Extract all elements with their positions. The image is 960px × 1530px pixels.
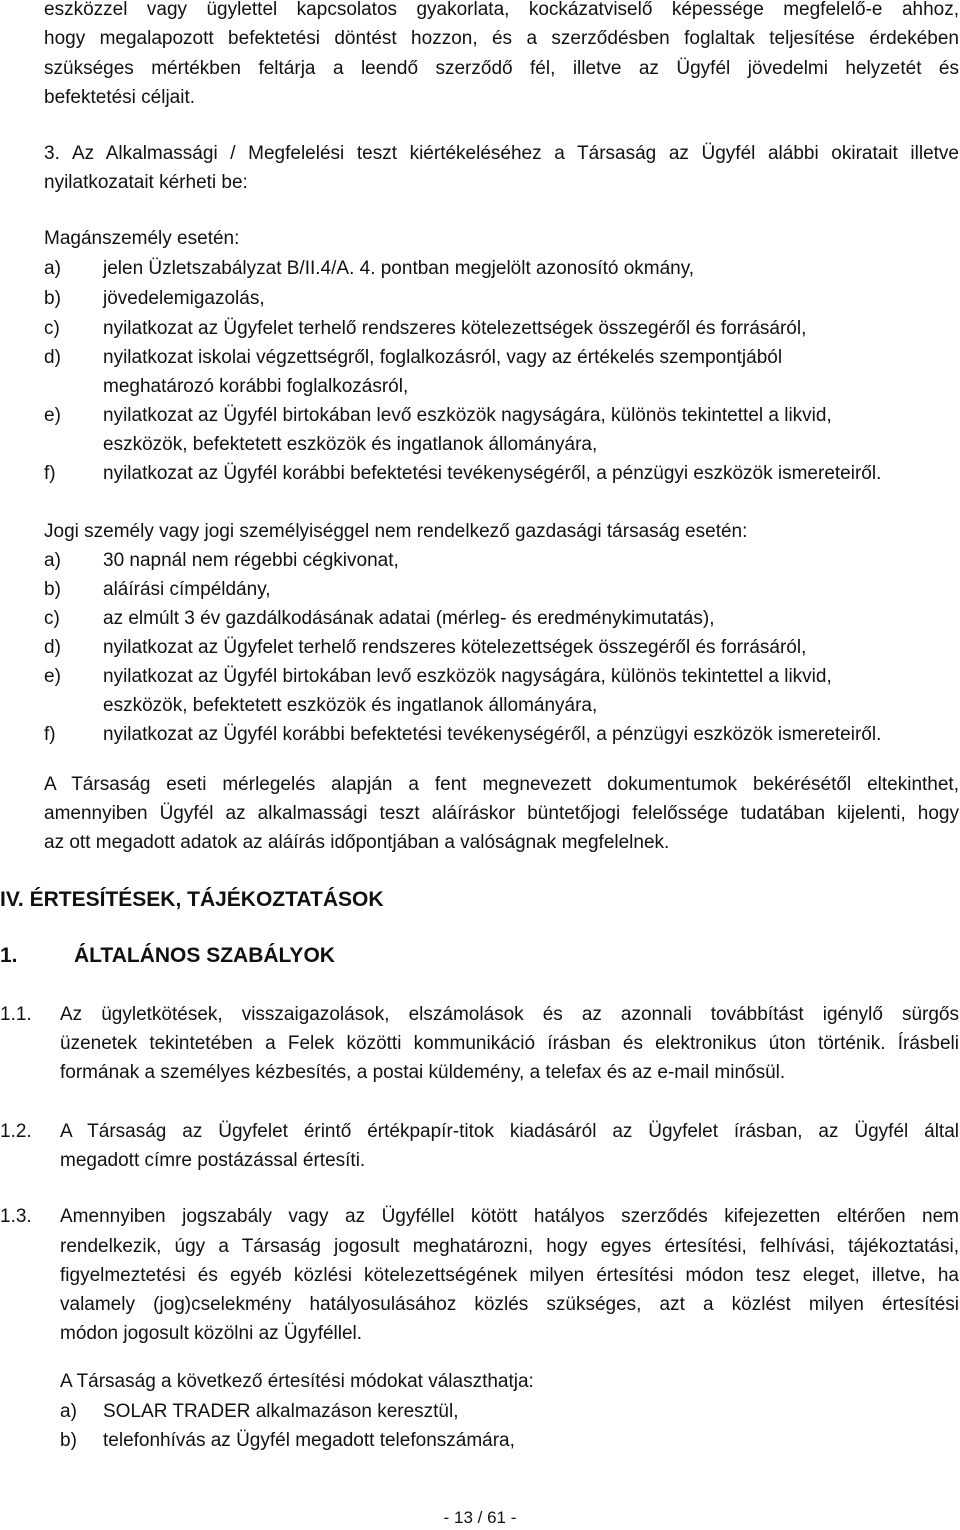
private-item-d-text-1: nyilatkozat iskolai végzettségről, foglalkozásról, vagy az értékelés szempontjából — [103, 347, 783, 368]
section-iv-heading: IV. ÉRTESÍTÉSEK, TÁJÉKOZTATÁSOK — [0, 888, 384, 911]
para-1-3-number: 1.3. — [0, 1206, 32, 1227]
private-item-b-text: jövedelemigazolás, — [103, 288, 265, 309]
private-item-e-label: e) — [44, 405, 61, 426]
private-item-f-text: nyilatkozat az Ügyfél korábbi befektetési tevékenységéről, a pénzügyi eszközök ismereteiről. — [103, 463, 882, 484]
private-item-c-text: nyilatkozat az Ügyfelet terhelő rendszeres kötelezettségek összegéről és forrásáról, — [103, 318, 807, 339]
legal-item-d-label: d) — [44, 637, 61, 658]
private-item-d-text-2: meghatározó korábbi foglalkozásról, — [103, 376, 409, 397]
legal-item-c-label: c) — [44, 608, 60, 629]
legal-item-b-text: aláírási címpéldány, — [103, 579, 271, 600]
para-1-1-line-2: üzenetek tekintetében a Felek közötti kommunikáció írásban és elektronikus úton történik. Írásbeli — [60, 1033, 959, 1054]
private-item-a-label: a) — [44, 258, 61, 279]
para-1-3-line-1: Amennyiben jogszabály vagy az Ügyféllel kötött hatályos szerződés kifejezetten eltérően nem — [60, 1206, 959, 1227]
private-item-c-label: c) — [44, 318, 60, 339]
legal-heading: Jogi személy vagy jogi személyiséggel nem rendelkező gazdasági társaság esetén: — [44, 521, 748, 542]
private-item-b-label: b) — [44, 288, 61, 309]
legal-item-f-text: nyilatkozat az Ügyfél korábbi befektetési tevékenységéről, a pénzügyi eszközök ismereteiről. — [103, 724, 882, 745]
intro-line-4: befektetési céljait. — [44, 87, 196, 108]
page-number: - 13 / 61 - — [443, 1508, 517, 1527]
private-heading: Magánszemély esetén: — [44, 228, 240, 249]
option-b-text: telefonhívás az Ügyfél megadott telefonszámára, — [103, 1430, 515, 1451]
intro-line-2: hogy megalapozott befektetési döntést hozzon, és a szerződésben foglaltak teljesítése érdekében — [44, 28, 959, 49]
para-1-3-line-5: módon jogosult közölni az Ügyféllel. — [60, 1323, 363, 1344]
legal-item-d-text: nyilatkozat az Ügyfelet terhelő rendszeres kötelezettségek összegéről és forrásáról, — [103, 637, 807, 658]
legal-item-f-label: f) — [44, 724, 56, 745]
waiver-line-1: A Társaság eseti mérlegelés alapján a fent megnevezett dokumentumok bekérésétől eltekinthet, — [44, 774, 959, 795]
legal-item-a-label: a) — [44, 550, 61, 571]
legal-item-e-text-2: eszközök, befektetett eszközök és ingatlanok állományára, — [103, 695, 598, 716]
para-1-3-line-4: valamely (jog)cselekmény hatályosulásához közlés szükséges, azt a közlést milyen értesítési — [60, 1294, 959, 1315]
legal-item-a-text: 30 napnál nem régebbi cégkivonat, — [103, 550, 399, 571]
option-b-label: b) — [60, 1430, 77, 1451]
point-3-line-1: Az Alkalmassági / Megfelelési teszt kiértékeléséhez a Társaság az Ügyfél alábbi okiratait illetve — [72, 143, 959, 164]
private-item-f-label: f) — [44, 463, 56, 484]
options-heading: A Társaság a következő értesítési módokat választhatja: — [60, 1371, 534, 1392]
private-item-d-label: d) — [44, 347, 61, 368]
private-item-e-text-1: nyilatkozat az Ügyfél birtokában levő eszközök nagyságára, különös tekintettel a likvid, — [103, 405, 832, 426]
legal-item-c-text: az elmúlt 3 év gazdálkodásának adatai (mérleg- és eredménykimutatás), — [103, 608, 715, 629]
para-1-2-number: 1.2. — [0, 1121, 32, 1142]
subsection-1-number: 1. — [0, 944, 18, 967]
legal-item-b-label: b) — [44, 579, 61, 600]
legal-item-e-text-1: nyilatkozat az Ügyfél birtokában levő eszközök nagyságára, különös tekintettel a likvid, — [103, 666, 832, 687]
point-3-number: 3. — [44, 143, 60, 164]
para-1-1-number: 1.1. — [0, 1004, 32, 1025]
intro-line-1: eszközzel vagy ügylettel kapcsolatos gyakorlata, kockázatviselő képessége megfelelő-e ahhoz, — [44, 0, 959, 20]
point-3-line-2: nyilatkozatait kérheti be: — [44, 172, 248, 193]
para-1-1-line-1: Az ügyletkötések, visszaigazolások, elszámolások és az azonnali továbbítást igénylő sürgős — [60, 1004, 959, 1025]
option-a-label: a) — [60, 1401, 77, 1422]
para-1-2-line-1: A Társaság az Ügyfelet érintő értékpapír-titok kiadásáról az Ügyfelet írásban, az Ügyfél által — [60, 1121, 959, 1142]
waiver-line-3: az ott megadott adatok az aláírás időpontjában a valóságnak megfelelnek. — [44, 832, 670, 853]
para-1-2-line-2: megadott címre postázással értesíti. — [60, 1150, 366, 1171]
para-1-3-line-3: figyelmeztetési és egyéb közlési kötelezettségének milyen értesítési módon tesz eleget, illetve, ha — [60, 1265, 959, 1286]
subsection-1-title: ÁLTALÁNOS SZABÁLYOK — [74, 944, 335, 967]
para-1-3-line-2: rendelkezik, úgy a Társaság jogosult meghatározni, hogy egyes értesítési, felhívási, tájékoztatási, — [60, 1236, 959, 1257]
private-item-e-text-2: eszközök, befektetett eszközök és ingatlanok állományára, — [103, 434, 598, 455]
option-a-text: SOLAR TRADER alkalmazáson keresztül, — [103, 1401, 459, 1422]
para-1-1-line-3: formának a személyes kézbesítés, a postai küldemény, a telefax és az e-mail minősül. — [60, 1062, 786, 1083]
waiver-line-2: amennyiben Ügyfél az alkalmassági teszt aláíráskor büntetőjogi felelőssége tudatában kijelenti, hogy — [44, 803, 959, 824]
legal-item-e-label: e) — [44, 666, 61, 687]
private-item-a-text: jelen Üzletszabályzat B/II.4/A. 4. pontban megjelölt azonosító okmány, — [103, 258, 695, 279]
intro-line-3: szükséges mértékben feltárja a leendő szerződő fél, illetve az Ügyfél jövedelmi helyzetét és — [44, 58, 959, 79]
